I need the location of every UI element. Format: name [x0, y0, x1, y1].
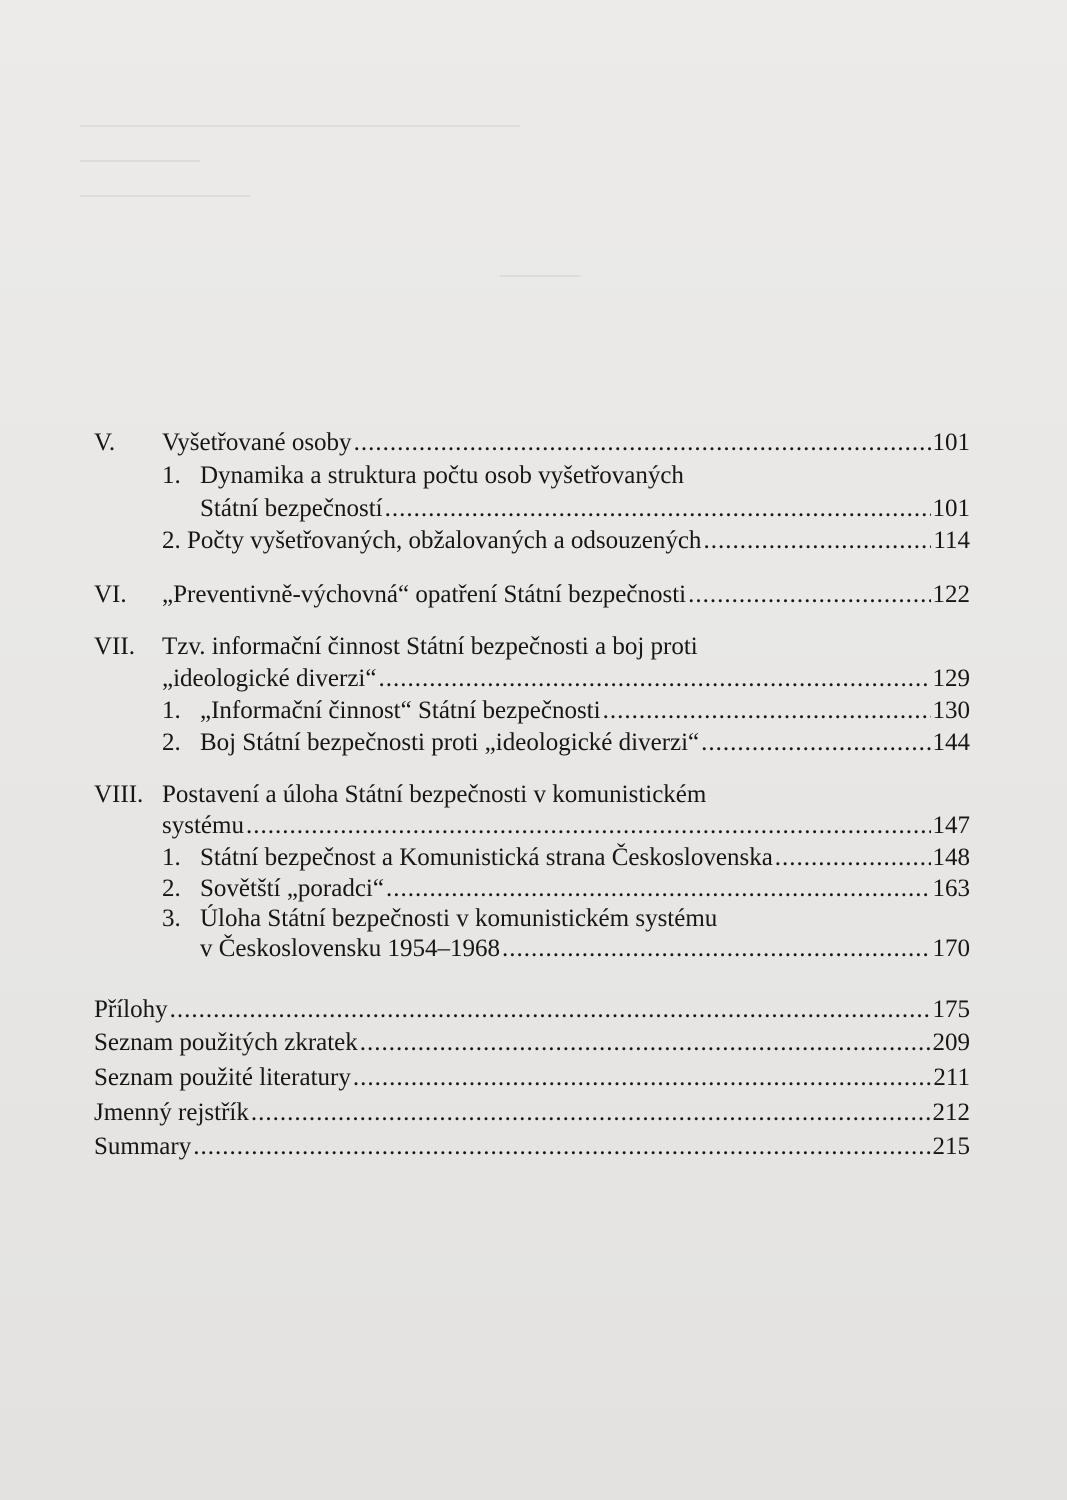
toc-entry-page: 101 [932, 495, 970, 522]
dot-leader [701, 728, 930, 758]
toc-entry [94, 1132, 970, 1162]
dot-leader [170, 995, 931, 1025]
bleed-through-decoration [80, 160, 200, 178]
dot-leader [703, 526, 931, 556]
toc-entry [94, 1063, 970, 1093]
toc-entry-page: 209 [932, 1029, 970, 1056]
toc-entry-page: 147 [932, 812, 970, 839]
toc-entry-number: VI. [94, 581, 127, 608]
toc-entry-page: 163 [932, 875, 970, 902]
dot-leader [193, 1132, 930, 1162]
toc-entry-title: Počty vyšetřovaných, obžalovaných a odsouzených [187, 527, 702, 554]
dot-leader [246, 811, 931, 841]
toc-entry [94, 580, 970, 610]
dot-leader [360, 1028, 931, 1058]
dot-leader [386, 874, 931, 904]
toc-entry-title: Státní bezpečností [200, 495, 383, 522]
toc-entry-title: Jmenný rejstřík [94, 1099, 249, 1126]
toc-entry [94, 664, 970, 694]
toc-entry [94, 995, 970, 1025]
toc-entry [94, 1028, 970, 1058]
toc-entry-number: 2. [162, 875, 181, 902]
toc-entry [94, 1098, 970, 1128]
dot-leader [353, 1063, 932, 1093]
toc-entry-number: VIII. [94, 781, 144, 808]
dot-leader [251, 1098, 931, 1128]
dot-leader [378, 664, 930, 694]
toc-entry-number: 1. [162, 697, 181, 724]
toc-entry-page: 175 [932, 996, 970, 1023]
toc-entry-title: Státní bezpečnost a Komunistická strana Československa [200, 844, 773, 871]
toc-entry-page: 129 [932, 665, 970, 692]
toc-entry-title: Dynamika a struktura počtu osob vyšetřovaných [200, 462, 684, 489]
dot-leader [385, 494, 931, 524]
toc-entry [94, 632, 970, 662]
toc-entry-page: 211 [933, 1064, 970, 1091]
toc-entry-title: Boj Státní bezpečnosti proti „ideologické diverzi“ [200, 729, 700, 756]
toc-entry-page: 114 [933, 527, 970, 554]
toc-entry-page: 101 [932, 429, 970, 456]
dot-leader [502, 934, 931, 964]
toc-entry-number: 2. [162, 527, 181, 554]
toc-entry [94, 696, 970, 726]
toc-entry [94, 461, 970, 491]
toc-entry-title: Postavení a úloha Státní bezpečnosti v komunistickém [162, 781, 707, 808]
toc-entry-page: 212 [932, 1099, 970, 1126]
toc-entry-title: Summary [94, 1133, 192, 1160]
toc-entry-title: Seznam použitých zkratek [94, 1029, 358, 1056]
toc-entry [94, 934, 970, 964]
toc-entry-title: „Informační činnost“ Státní bezpečnosti [200, 697, 601, 724]
bleed-through-decoration [500, 275, 580, 293]
toc-entry-title: v Československu 1954–1968 [200, 935, 500, 962]
toc-entry-title: Přílohy [94, 996, 168, 1023]
dot-leader [603, 696, 931, 726]
toc-entry-title: Vyšetřované osoby [162, 429, 352, 456]
toc-entry-title: Seznam použité literatury [94, 1064, 351, 1091]
toc-entry [94, 811, 970, 841]
toc-entry-page: 170 [932, 935, 970, 962]
toc-entry-title: „ideologické diverzi“ [162, 665, 377, 692]
toc-entry [94, 904, 970, 934]
bleed-through-decoration [80, 125, 520, 143]
toc-entry [94, 874, 970, 904]
toc-entry [94, 494, 970, 524]
toc-entry-page: 148 [932, 844, 970, 871]
dot-leader [354, 428, 931, 458]
toc-entry [94, 780, 970, 810]
toc-entry-page: 144 [932, 729, 970, 756]
toc-entry-number: 1. [162, 462, 181, 489]
dot-leader [688, 580, 930, 610]
toc-entry-title: Sovětští „poradci“ [200, 875, 384, 902]
bleed-through-decoration [80, 195, 250, 213]
toc-entry [94, 526, 970, 556]
toc-entry [94, 428, 970, 458]
toc-entry [94, 728, 970, 758]
toc-entry-title: systému [162, 812, 244, 839]
toc-entry-title: „Preventivně-výchovná“ opatření Státní bezpečnosti [162, 581, 687, 608]
toc-entry-number: 3. [162, 905, 181, 932]
toc-entry-title: Úloha Státní bezpečnosti v komunistickém systému [200, 905, 718, 932]
toc-entry-number: V. [94, 429, 116, 456]
toc-entry-title: Tzv. informační činnost Státní bezpečnosti a boj proti [162, 633, 698, 660]
toc-entry-page: 130 [932, 697, 970, 724]
toc-entry-page: 122 [932, 581, 970, 608]
toc-entry-page: 215 [932, 1133, 970, 1160]
toc-entry-number: 1. [162, 844, 181, 871]
toc-entry-number: VII. [94, 633, 135, 660]
dot-leader [775, 843, 931, 873]
toc-entry-number: 2. [162, 729, 181, 756]
toc-entry [94, 843, 970, 873]
